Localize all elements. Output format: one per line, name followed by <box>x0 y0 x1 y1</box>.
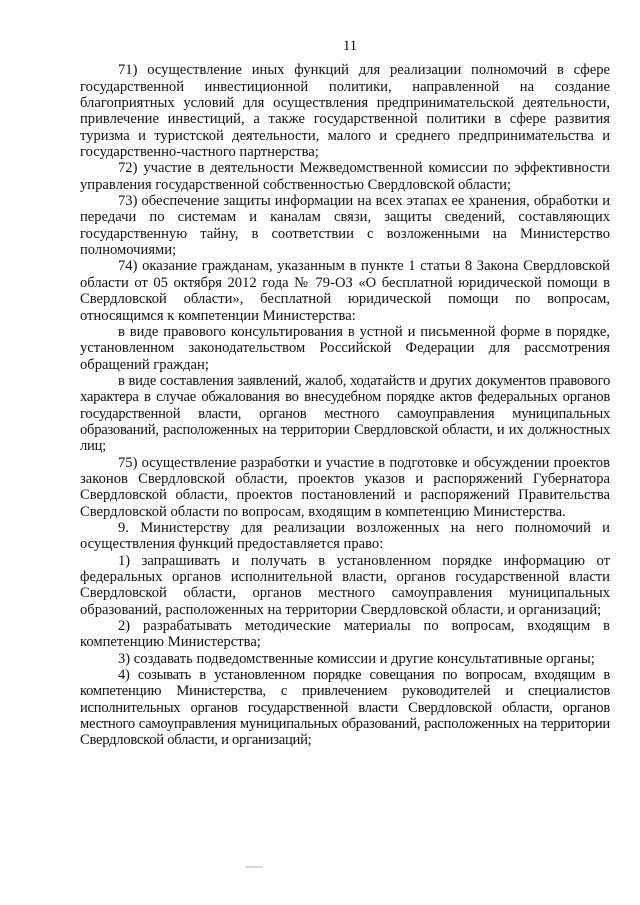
paragraph-item-72: 72) участие в деятельности Межведомственной комиссии по эффективности управления государственной собственностью Свердловской области; <box>80 160 610 193</box>
page-number: 11 <box>342 38 358 54</box>
paragraph-right-2: 2) разрабатывать методические материалы по вопросам, входящим в компетенцию Министерства; <box>80 618 610 651</box>
paragraph-right-4: 4) созывать в установленном порядке совещания по вопросам, входящим в компетенцию Министерства, с привлечением руководителей и специалистов исполнительных органов государственной власти Свердловской области, органов местного самоуправления муниципальных образований, расположенных на территории Свердловской области, и организаций; <box>80 667 610 749</box>
paragraph-item-71: 71) осуществление иных функций для реализации полномочий в сфере государственной инвестиционной политики, направленной на создание благоприятных условий для осуществления предпринимательской деятельности, привлечение инвестиций, а также государственной политики в сфере развития туризма и туристской деятельности, малого и среднего предпринимательства и государственно-частного партнерства; <box>80 62 610 161</box>
paragraph-documents: в виде составления заявлений, жалоб, ходатайств и других документов правового характера в случае обжалования во внесудебном порядке актов федеральных органов государственной власти, органов местного самоуправления муниципальных образований, расположенных на территории Свердловской области, и их должностных лиц; <box>80 372 610 455</box>
paragraph-item-75: 75) осуществление разработки и участие в подготовке и обсуждении проектов законов Свердловской области, проектов указов и распоряжений Губернатора Свердловской области, проектов постановлений и распоряжений Правительства Свердловской области по вопросам, входящим в компетенцию Министерства. <box>80 454 610 520</box>
paragraph-consultation: в виде правового консультирования в устной и письменной форме в порядке, установленном законодательством Российской Федерации для рассмотрения обращений граждан; <box>80 323 610 373</box>
paragraph-item-74: 74) оказание гражданам, указанным в пункте 1 статьи 8 Закона Свердловской области от 05 октября 2012 года № 79-ОЗ «О бесплатной юридической помощи в Свердловской области», бесплатной юридической помощи по вопросам, относящимся к компетенции Министерства: <box>80 258 610 324</box>
paragraph-section-9: 9. Министерству для реализации возложенных на него полномочий и осуществления функций предоставляется право: <box>80 519 610 553</box>
paragraph-right-1: 1) запрашивать и получать в установленном порядке информацию от федеральных органов исполнительной власти, органов государственной власти Свердловской области, органов местного самоуправления муниципальных образований, расположенных на территории Свердловской области, и организаций; <box>80 552 610 618</box>
scan-artifact <box>245 866 263 868</box>
paragraph-right-3: 3) создавать подведомственные комиссии и другие консультативные органы; <box>118 650 595 667</box>
paragraph-item-73: 73) обеспечение защиты информации на всех этапах ее хранения, обработки и передачи по системам и каналам связи, защиты сведений, составляющих государственную тайну, в соответствии с возложенными на Министерство полномочиями; <box>80 193 610 259</box>
document-page <box>80 38 610 749</box>
